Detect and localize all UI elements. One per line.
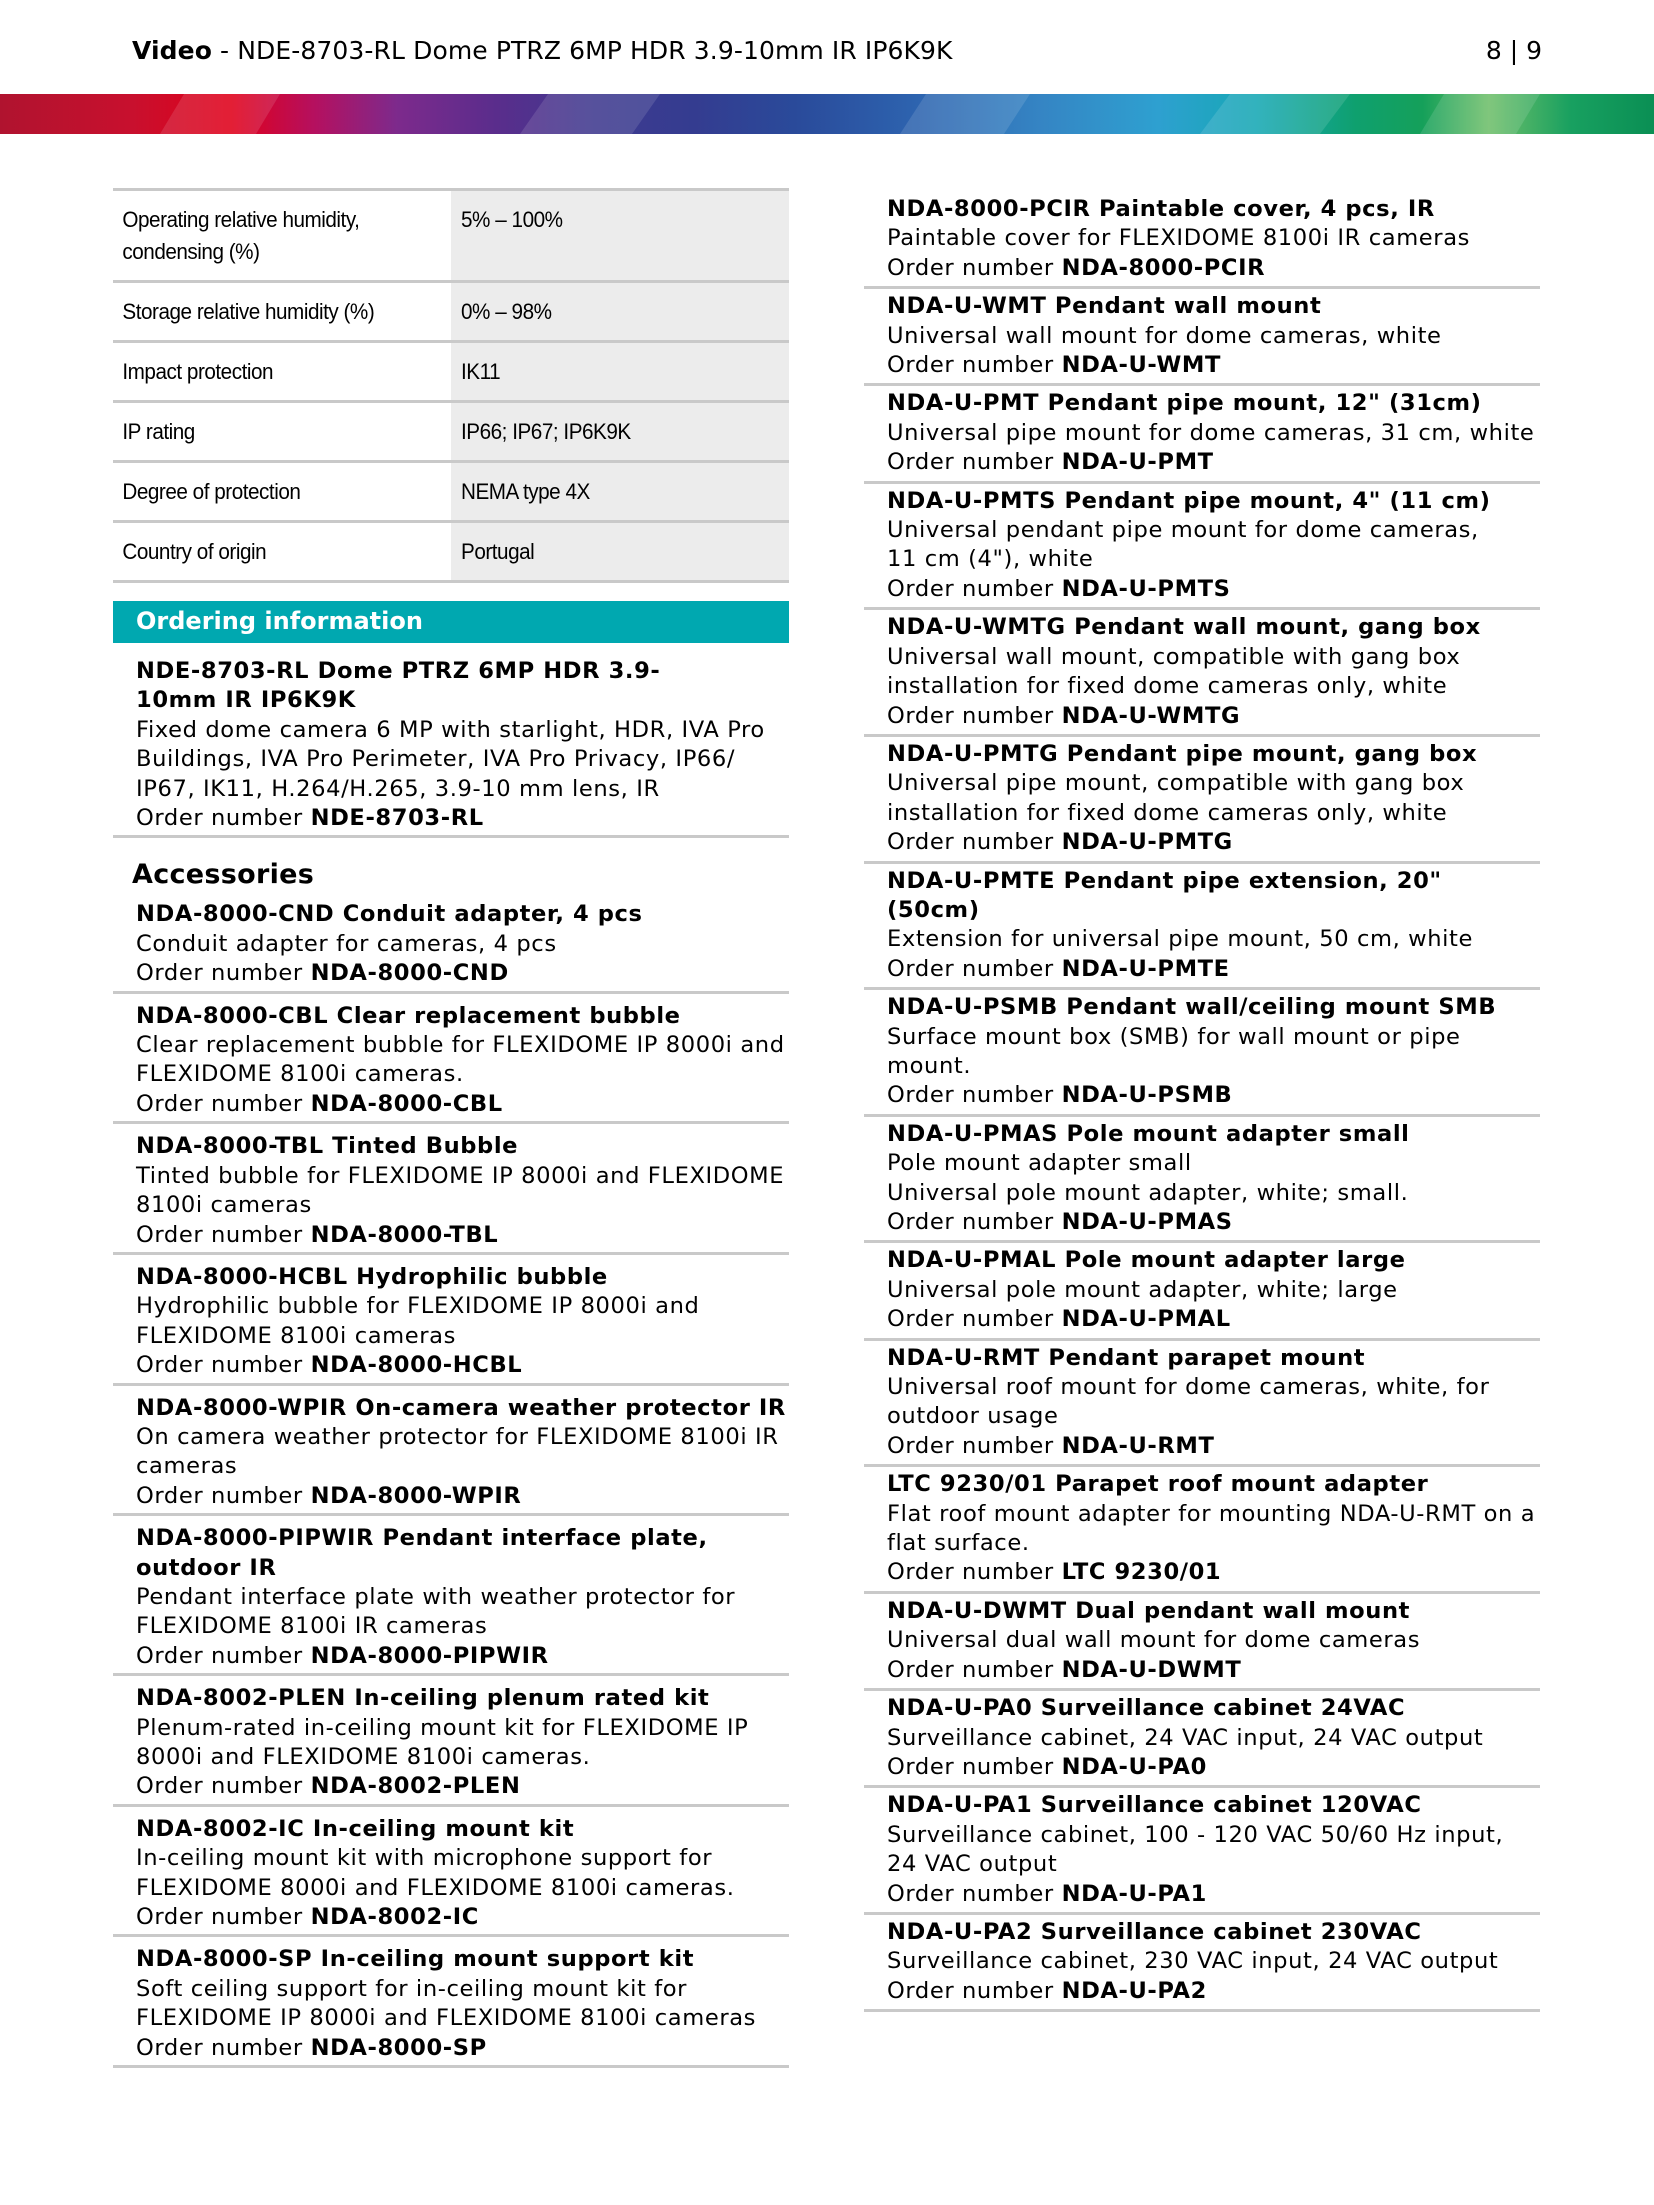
accessories-list-left: [113, 892, 789, 2068]
accessory-order-number: Order number NDA-U-PSMB: [887, 1082, 1233, 1109]
accessory-order-number: Order number NDA-8000-PIPWIR: [136, 1642, 549, 1669]
accessory-title: NDA-8000-WPIR On-camera weather protector IR: [136, 1394, 786, 1421]
accessory-title: NDA-U-PA0 Surveillance cabinet 24VAC: [887, 1695, 1406, 1722]
accessory-description: Universal wall mount, compatible with gang box installation for fixed dome cameras only, white: [887, 643, 1461, 700]
accessory-title: NDA-U-PMTE Pendant pipe extension, 20" (50cm): [887, 867, 1442, 923]
accessory-title: NDA-8002-IC In-ceiling mount kit: [136, 1815, 575, 1842]
accessory-item: [113, 1937, 789, 2068]
accessory-order-number: Order number NDA-8000-CND: [136, 960, 509, 987]
accessory-item: [864, 1467, 1540, 1594]
document-product-name: - NDE-8703-RL Dome PTRZ 6MP HDR 3.9-10mm IR IP6K9K: [212, 36, 953, 65]
ordering-item: [113, 643, 789, 838]
right-column: [864, 192, 1540, 2012]
accessory-title: NDA-8000-CND Conduit adapter, 4 pcs: [136, 901, 643, 928]
spec-label: Country of origin: [122, 539, 267, 564]
accessory-description: Conduit adapter for cameras, 4 pcs: [136, 930, 557, 957]
accessory-item: [113, 994, 789, 1125]
spec-label: IP rating: [122, 419, 195, 444]
accessory-title: NDA-8000-PIPWIR Pendant interface plate, outdoor IR: [136, 1525, 708, 1581]
document-title: [132, 36, 953, 65]
accessory-order-number: Order number NDA-8002-IC: [136, 1904, 479, 1931]
accessory-order-number: Order number NDA-U-WMTG: [887, 702, 1241, 729]
accessory-item: [864, 386, 1540, 483]
spec-row: [113, 522, 789, 582]
accessory-item: [864, 1594, 1540, 1691]
accessory-item: [864, 1341, 1540, 1468]
accessory-title: NDA-8000-CBL Clear replacement bubble: [136, 1002, 681, 1029]
accessory-order-number: Order number NDA-U-PMTG: [887, 829, 1233, 856]
accessory-description: Pendant interface plate with weather protector for FLEXIDOME 8100i IR cameras: [136, 1583, 736, 1640]
accessory-title: NDA-U-PMAL Pole mount adapter large: [887, 1247, 1406, 1274]
accessory-order-number: Order number LTC 9230/01: [887, 1559, 1222, 1586]
brand-color-band: [0, 94, 1654, 134]
accessory-item: [864, 864, 1540, 991]
page-number: 8 | 9: [1485, 36, 1542, 65]
accessory-description: Pole mount adapter small Universal pole mount adapter, white; small.: [887, 1150, 1409, 1206]
accessory-description: Universal dual wall mount for dome cameras: [887, 1627, 1421, 1654]
accessory-item: [113, 1386, 789, 1517]
accessory-order-number: Order number NDA-8000-TBL: [136, 1221, 499, 1248]
accessory-title: NDA-8002-PLEN In-ceiling plenum rated kit: [136, 1685, 710, 1712]
accessory-item: [864, 1243, 1540, 1340]
accessory-item: [864, 1691, 1540, 1788]
accessory-description: On camera weather protector for FLEXIDOME 8100i IR cameras: [136, 1423, 779, 1480]
accessory-order-number: Order number NDA-U-PMTE: [887, 955, 1230, 982]
spec-label: Operating relative humidity, condensing (%): [122, 207, 360, 264]
accessory-item: [113, 1124, 789, 1255]
accessory-order-number: Order number NDA-8000-PCIR: [887, 254, 1266, 281]
left-column: [113, 188, 789, 2068]
spec-value: IP66; IP67; IP6K9K: [451, 402, 789, 462]
accessory-order-number: Order number NDA-U-PA0: [887, 1753, 1207, 1780]
accessory-item: [113, 1255, 789, 1386]
accessory-item: [864, 990, 1540, 1117]
spec-row: [113, 402, 789, 462]
accessory-description: Surveillance cabinet, 230 VAC input, 24 VAC output: [887, 1948, 1499, 1975]
accessory-item: [864, 192, 1540, 289]
accessory-item: [864, 484, 1540, 611]
accessory-order-number: Order number NDA-8000-SP: [136, 2034, 487, 2061]
ordering-information-heading: Ordering information: [113, 601, 789, 643]
spec-label: Storage relative humidity (%): [122, 299, 375, 324]
page-header: [132, 36, 1542, 70]
accessory-order-number: Order number NDA-U-PMT: [887, 449, 1214, 476]
spec-row: [113, 462, 789, 522]
accessory-description: Hydrophilic bubble for FLEXIDOME IP 8000i and FLEXIDOME 8100i cameras: [136, 1293, 700, 1349]
accessory-order-number: Order number NDA-U-PA2: [887, 1977, 1207, 2004]
ordering-item-description: Fixed dome camera 6 MP with starlight, HDR, IVA Pro Buildings, IVA Pro Perimeter, IVA Pro Privacy, IP66/ IP67, IK11, H.264/H.265, 3.9-10 mm lens, IR: [136, 716, 765, 802]
accessory-description: Surface mount box (SMB) for wall mount or pipe mount.: [887, 1023, 1461, 1079]
accessory-description: Universal pipe mount for dome cameras, 31 cm, white: [887, 419, 1535, 446]
accessory-title: NDA-U-DWMT Dual pendant wall mount: [887, 1597, 1411, 1624]
accessory-description: Paintable cover for FLEXIDOME 8100i IR cameras: [887, 225, 1471, 252]
accessories-list-right: [864, 192, 1540, 2012]
spec-label: Degree of protection: [122, 479, 301, 504]
spec-row: [113, 282, 789, 342]
accessory-title: NDA-U-PA1 Surveillance cabinet 120VAC: [887, 1792, 1422, 1819]
accessory-order-number: Order number NDA-U-PMTS: [887, 575, 1231, 602]
ordering-item-title: NDE-8703-RL Dome PTRZ 6MP HDR 3.9-10mm IR IP6K9K: [136, 658, 661, 714]
accessory-description: Flat roof mount adapter for mounting NDA-U-RMT on a flat surface.: [887, 1500, 1536, 1557]
accessory-order-number: Order number NDA-U-PMAL: [887, 1306, 1231, 1333]
accessory-title: NDA-U-WMTG Pendant wall mount, gang box: [887, 614, 1481, 641]
spec-value: NEMA type 4X: [451, 462, 789, 522]
accessory-title: NDA-U-PMTS Pendant pipe mount, 4" (11 cm): [887, 487, 1491, 514]
accessory-order-number: Order number NDA-8000-CBL: [136, 1090, 503, 1117]
accessory-order-number: Order number NDA-8000-WPIR: [136, 1482, 522, 1509]
accessory-order-number: Order number NDA-8002-PLEN: [136, 1773, 521, 1800]
accessory-description: Extension for universal pipe mount, 50 cm, white: [887, 926, 1473, 953]
spec-row: [113, 342, 789, 402]
accessory-order-number: Order number NDA-U-DWMT: [887, 1656, 1242, 1683]
ordering-item-order-number: Order number NDE-8703-RL: [136, 805, 484, 832]
accessory-item: [864, 1788, 1540, 1915]
accessory-title: NDA-8000-PCIR Paintable cover, 4 pcs, IR: [887, 196, 1435, 222]
accessory-title: NDA-U-PMAS Pole mount adapter small: [887, 1120, 1410, 1147]
accessory-description: Universal pole mount adapter, white; large: [887, 1276, 1398, 1303]
accessory-description: Universal pendant pipe mount for dome cameras, 11 cm (4"), white: [887, 517, 1479, 573]
accessory-description: In-ceiling mount kit with microphone support for FLEXIDOME 8000i and FLEXIDOME 8100i cameras.: [136, 1845, 735, 1901]
accessory-order-number: Order number NDA-8000-HCBL: [136, 1352, 523, 1379]
accessory-title: NDA-U-PMTG Pendant pipe mount, gang box: [887, 740, 1478, 767]
accessory-description: Universal wall mount for dome cameras, white: [887, 322, 1442, 349]
accessory-title: NDA-U-PMT Pendant pipe mount, 12" (31cm): [887, 390, 1482, 417]
accessory-title: NDA-8000-HCBL Hydrophilic bubble: [136, 1263, 608, 1290]
accessory-item: [113, 1676, 789, 1807]
accessory-description: Soft ceiling support for in-ceiling mount kit for FLEXIDOME IP 8000i and FLEXIDOME 8100i cameras: [136, 1975, 757, 2032]
specifications-table: [113, 188, 789, 583]
accessory-description: Surveillance cabinet, 24 VAC input, 24 VAC output: [887, 1724, 1484, 1751]
accessory-item: [864, 1915, 1540, 2012]
accessory-title: LTC 9230/01 Parapet roof mount adapter: [887, 1471, 1429, 1498]
accessory-order-number: Order number NDA-U-RMT: [887, 1432, 1215, 1459]
spec-value: Portugal: [451, 522, 789, 582]
spec-label: Impact protection: [122, 359, 274, 384]
accessory-title: NDA-U-PSMB Pendant wall/ceiling mount SMB: [887, 994, 1497, 1021]
accessory-item: [864, 737, 1540, 864]
accessory-description: Surveillance cabinet, 100 - 120 VAC 50/60 Hz input, 24 VAC output: [887, 1821, 1504, 1878]
accessory-item: [113, 892, 789, 993]
accessory-order-number: Order number NDA-U-PMAS: [887, 1209, 1233, 1235]
accessory-item: [113, 1807, 789, 1938]
accessory-item: [864, 289, 1540, 386]
accessory-title: NDA-U-PA2 Surveillance cabinet 230VAC: [887, 1918, 1422, 1945]
accessory-description: Universal roof mount for dome cameras, white, for outdoor usage: [887, 1374, 1490, 1430]
accessory-item: [864, 610, 1540, 737]
spec-value: IK11: [451, 342, 789, 402]
accessory-description: Universal pipe mount, compatible with gang box installation for fixed dome cameras only, white: [887, 770, 1465, 826]
accessories-heading: Accessories: [132, 859, 315, 891]
spec-row: [113, 190, 789, 282]
spec-value: 5% – 100%: [451, 190, 789, 282]
accessory-item: [864, 1117, 1540, 1244]
accessory-title: NDA-8000-SP In-ceiling mount support kit: [136, 1946, 695, 1973]
accessory-description: Clear replacement bubble for FLEXIDOME IP 8000i and FLEXIDOME 8100i cameras.: [136, 1032, 785, 1088]
accessory-item: [113, 1516, 789, 1676]
accessory-title: NDA-U-WMT Pendant wall mount: [887, 293, 1322, 320]
accessory-order-number: Order number NDA-U-WMT: [887, 352, 1222, 379]
accessory-title: NDA-U-RMT Pendant parapet mount: [887, 1344, 1366, 1371]
document-category: Video: [132, 36, 213, 65]
accessory-description: Tinted bubble for FLEXIDOME IP 8000i and FLEXIDOME 8100i cameras: [136, 1162, 785, 1219]
accessory-title: NDA-8000-TBL Tinted Bubble: [136, 1133, 519, 1160]
spec-value: 0% – 98%: [451, 282, 789, 342]
accessory-description: Plenum-rated in-ceiling mount kit for FLEXIDOME IP 8000i and FLEXIDOME 8100i cameras.: [136, 1714, 749, 1770]
accessory-order-number: Order number NDA-U-PA1: [887, 1880, 1207, 1907]
